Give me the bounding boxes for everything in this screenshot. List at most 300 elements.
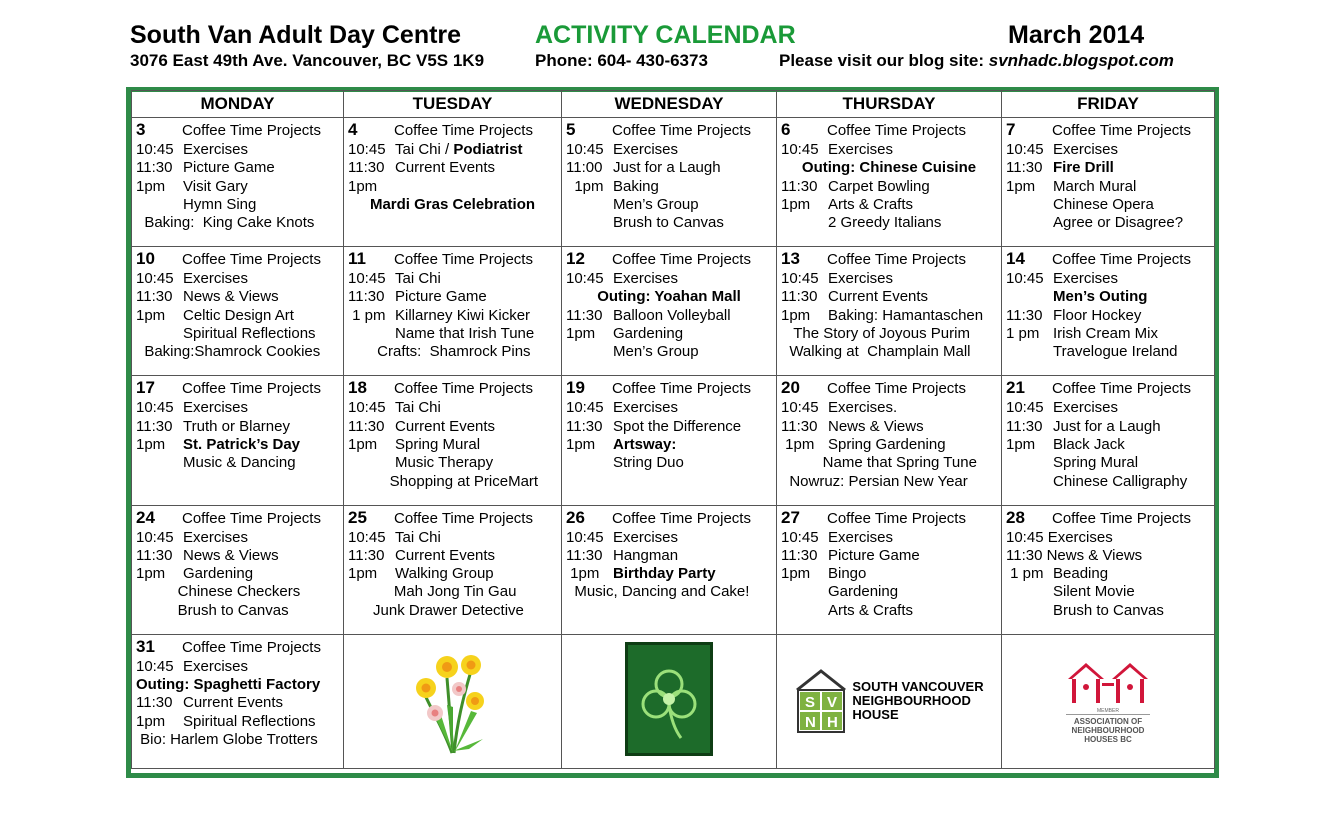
activity-time: 1pm bbox=[136, 435, 166, 453]
day-first-activity: Coffee Time Projects bbox=[827, 122, 966, 139]
day-first-line bbox=[781, 250, 997, 270]
activity-name: Music & Dancing bbox=[183, 454, 296, 472]
activity-line bbox=[136, 694, 339, 712]
address: 3076 East 49th Ave. Vancouver, BC V5S 1K9 bbox=[130, 51, 485, 70]
activity-name: Exercises bbox=[183, 657, 249, 675]
day-number: 11 bbox=[348, 249, 366, 269]
activity-time: 11:00 bbox=[566, 159, 603, 177]
activity-name: Travelogue Ireland bbox=[1053, 343, 1178, 361]
day-number: 18 bbox=[348, 378, 367, 398]
activity-name: Current Events bbox=[395, 417, 496, 435]
day-cell bbox=[1002, 505, 1215, 634]
activity-time: 1pm bbox=[566, 325, 596, 343]
day-first-activity: Coffee Time Projects bbox=[394, 251, 533, 269]
activity-name: Exercises bbox=[183, 528, 249, 546]
activity-text: 11:30 News & Views bbox=[1006, 546, 1143, 564]
day-number: 14 bbox=[1006, 249, 1025, 269]
day-first-line bbox=[566, 379, 772, 399]
activity-name: Just for a Laugh bbox=[1053, 417, 1161, 435]
activity-name: Spot the Difference bbox=[613, 417, 742, 435]
activity-time: 1 pm bbox=[1006, 565, 1044, 583]
activity-line bbox=[781, 196, 997, 214]
activity-line bbox=[566, 214, 772, 232]
activity-time: 10:45 bbox=[781, 528, 819, 546]
activity-line bbox=[136, 436, 339, 454]
activity-name: Current Events bbox=[828, 288, 929, 306]
day-number: 4 bbox=[348, 120, 358, 139]
activity-name: News & Views bbox=[183, 288, 279, 306]
svnh-letter: S bbox=[805, 694, 816, 712]
day-cell bbox=[777, 118, 1002, 247]
day-first-activity: Coffee Time Projects bbox=[612, 251, 751, 269]
activity-time: 11:30 bbox=[566, 417, 603, 435]
weekday-header-row bbox=[132, 91, 1215, 118]
activity-name: Spring Mural bbox=[1053, 454, 1139, 472]
day-first-activity: Coffee Time Projects bbox=[182, 509, 321, 527]
activity-time: 1pm bbox=[136, 306, 166, 324]
week-row-last bbox=[132, 634, 1215, 768]
activity-line bbox=[781, 214, 997, 232]
activity-line bbox=[566, 270, 772, 288]
activity-time: 10:45 bbox=[566, 528, 604, 546]
activity-text: 10:45 Exercises bbox=[1006, 528, 1113, 546]
activity-name: Exercises bbox=[613, 528, 679, 546]
activity-time: 1pm bbox=[781, 306, 811, 324]
activity-line bbox=[136, 307, 339, 325]
activity-line bbox=[781, 343, 997, 361]
activity-time: 10:45 bbox=[566, 141, 604, 158]
activity-line bbox=[781, 399, 997, 417]
day-first-activity: Coffee Time Projects bbox=[182, 638, 321, 656]
activity-name: Picture Game bbox=[828, 546, 920, 564]
day-first-line bbox=[781, 121, 997, 141]
neighbourhood-houses-icon bbox=[1066, 659, 1150, 705]
anhbc-logo bbox=[1002, 659, 1214, 744]
week-row bbox=[132, 505, 1215, 634]
day-number: 5 bbox=[566, 120, 576, 139]
activity-line bbox=[566, 547, 772, 565]
activity-line bbox=[348, 529, 557, 547]
day-cell bbox=[132, 376, 344, 505]
activity-line bbox=[781, 473, 997, 491]
shamrock-cell bbox=[562, 634, 777, 768]
day-number: 28 bbox=[1006, 507, 1025, 527]
activity-line bbox=[781, 141, 997, 159]
activity-time: 1 pm bbox=[348, 306, 386, 324]
week-row bbox=[132, 376, 1215, 505]
activity-name: Picture Game bbox=[183, 159, 275, 177]
activity-line bbox=[1006, 159, 1210, 177]
day-cell bbox=[1002, 376, 1215, 505]
activity-line bbox=[348, 288, 557, 306]
phone: Phone: 604- 430-6373 bbox=[535, 51, 708, 70]
day-first-activity: Coffee Time Projects bbox=[1052, 122, 1191, 139]
activity-line bbox=[1006, 178, 1210, 196]
day-number: 25 bbox=[348, 507, 367, 527]
calendar-title: ACTIVITY CALENDAR bbox=[535, 21, 796, 49]
activity-time: 11:30 bbox=[136, 417, 173, 435]
daffodil-icon bbox=[413, 643, 493, 755]
activity-text: Chinese Checkers bbox=[136, 583, 301, 601]
day-number: 7 bbox=[1006, 120, 1016, 139]
activity-name: Exercises bbox=[1053, 270, 1119, 288]
svnh-name-line3: HOUSE bbox=[852, 707, 899, 723]
activity-name: Arts & Crafts bbox=[828, 601, 914, 619]
blog-url[interactable]: svnhadc.blogspot.com bbox=[988, 51, 1174, 70]
day-cell bbox=[562, 118, 777, 247]
activity-line bbox=[136, 565, 339, 583]
org-name: South Van Adult Day Centre bbox=[130, 21, 462, 49]
activity-name: Baking bbox=[613, 177, 659, 195]
activity-name: Chinese Opera bbox=[1053, 195, 1154, 213]
activity-line bbox=[348, 473, 557, 491]
activity-time: 11:30 bbox=[348, 417, 385, 435]
activity-name: Exercises. bbox=[828, 399, 898, 417]
activity-time: 11:30 bbox=[781, 288, 818, 306]
activity-name: Spiritual Reflections bbox=[183, 712, 316, 730]
activity-time: 10:45 bbox=[136, 270, 174, 288]
activity-time: 11:30 bbox=[1006, 306, 1043, 324]
activity-time: 10:45 bbox=[348, 270, 386, 288]
weekday-header: TUESDAY bbox=[344, 91, 562, 118]
activity-line bbox=[781, 583, 997, 601]
activity-name: Celtic Design Art bbox=[183, 306, 294, 324]
activity-name: Spring Gardening bbox=[828, 435, 946, 453]
day-number: 19 bbox=[566, 378, 585, 398]
activity-line bbox=[348, 159, 557, 177]
svnh-name-line2: NEIGHBOURHOOD bbox=[852, 693, 971, 709]
svnh-logo bbox=[777, 668, 1001, 734]
activity-line bbox=[1006, 602, 1210, 620]
day-number: 6 bbox=[781, 120, 791, 139]
activity-name: St. Patrick’s Day bbox=[183, 435, 301, 453]
activity-time: 11:30 bbox=[136, 546, 173, 564]
activity-name: Artsway: bbox=[613, 435, 677, 453]
day-number: 31 bbox=[136, 636, 155, 656]
day-first-line bbox=[566, 509, 772, 529]
activity-line bbox=[348, 583, 557, 601]
day-first-activity: Coffee Time Projects bbox=[394, 380, 533, 398]
shamrock-icon bbox=[625, 642, 713, 756]
activity-name: Fire Drill bbox=[1053, 159, 1114, 177]
activity-line bbox=[136, 399, 339, 417]
day-first-activity: Coffee Time Projects bbox=[827, 380, 966, 398]
activity-line bbox=[566, 307, 772, 325]
activity-line bbox=[1006, 547, 1210, 565]
activity-text: Baking:Shamrock Cookies bbox=[136, 343, 321, 361]
activity-text: Baking: King Cake Knots bbox=[136, 214, 315, 232]
svnh-letter: V bbox=[827, 694, 838, 712]
activity-line bbox=[1006, 214, 1210, 232]
activity-name: Brush to Canvas bbox=[1053, 601, 1164, 619]
activity-line bbox=[348, 141, 557, 159]
day-first-line bbox=[136, 638, 339, 658]
activity-time: 11:30 bbox=[566, 546, 603, 564]
activity-text: Shopping at PriceMart bbox=[348, 472, 539, 490]
activity-line bbox=[136, 713, 339, 731]
activity-name: Spring Mural bbox=[395, 435, 481, 453]
activity-name: Exercises bbox=[613, 270, 679, 288]
activity-name: Exercises bbox=[828, 270, 894, 288]
activity-time: 1pm bbox=[1006, 435, 1036, 453]
activity-line bbox=[136, 178, 339, 196]
activity-line bbox=[1006, 454, 1210, 472]
activity-name: Current Events bbox=[395, 159, 496, 177]
activity-time: 11:30 bbox=[136, 288, 173, 306]
activity-name: Truth or Blarney bbox=[183, 417, 290, 435]
activity-name: Balloon Volleyball bbox=[613, 306, 731, 324]
activity-line bbox=[1006, 418, 1210, 436]
activity-time: 1pm bbox=[348, 565, 378, 583]
activity-line bbox=[1006, 307, 1210, 325]
activity-text: Crafts: Shamrock Pins bbox=[348, 343, 531, 361]
activity-name: Visit Gary bbox=[183, 177, 248, 195]
day-number: 17 bbox=[136, 378, 155, 398]
day-cell bbox=[132, 118, 344, 247]
day-number: 3 bbox=[136, 120, 146, 139]
day-cell bbox=[562, 376, 777, 505]
activity-line bbox=[781, 288, 997, 306]
activity-text: Brush to Canvas bbox=[136, 601, 289, 619]
activity-line bbox=[348, 325, 557, 343]
day-cell bbox=[344, 376, 562, 505]
activity-time: 11:30 bbox=[136, 694, 173, 712]
activity-line bbox=[348, 178, 557, 196]
activity-line bbox=[1006, 436, 1210, 454]
activity-line bbox=[781, 159, 997, 177]
week-row bbox=[132, 247, 1215, 376]
activity-line bbox=[348, 454, 557, 472]
activity-line bbox=[566, 418, 772, 436]
activity-time: 1pm bbox=[348, 435, 378, 453]
activity-line bbox=[136, 602, 339, 620]
anhbc-member: MEMBER bbox=[1097, 707, 1119, 714]
day-first-activity: Coffee Time Projects bbox=[394, 509, 533, 527]
activity-text: Outing: Spaghetti Factory bbox=[136, 676, 321, 694]
day-first-line bbox=[1006, 121, 1210, 141]
activity-time: 1pm bbox=[781, 565, 811, 583]
activity-line bbox=[781, 454, 997, 472]
activity-time: 10:45 bbox=[136, 399, 174, 417]
activity-line bbox=[136, 270, 339, 288]
activity-name: Men’s Outing bbox=[1053, 288, 1148, 306]
activity-name: Gardening bbox=[828, 583, 899, 601]
day-first-line bbox=[136, 509, 339, 529]
activity-line bbox=[136, 658, 339, 676]
svnh-letter: H bbox=[827, 714, 839, 732]
day-first-activity: Coffee Time Projects bbox=[612, 509, 751, 527]
activity-name: Agree or Disagree? bbox=[1053, 214, 1184, 232]
activity-name: Exercises bbox=[183, 141, 249, 158]
activity-highlight: Podiatrist bbox=[453, 141, 523, 158]
activity-line bbox=[136, 731, 339, 749]
svnh-name-line1: SOUTH VANCOUVER bbox=[852, 679, 984, 695]
activity-line bbox=[348, 602, 557, 620]
activity-line bbox=[781, 529, 997, 547]
activity-time: 10:45 bbox=[566, 270, 604, 288]
weekday-header: FRIDAY bbox=[1002, 91, 1215, 118]
day-first-line bbox=[136, 250, 339, 270]
activity-name: Gardening bbox=[613, 325, 684, 343]
day-number: 24 bbox=[136, 507, 155, 527]
day-number: 27 bbox=[781, 507, 800, 527]
activity-time: 10:45 bbox=[1006, 270, 1044, 288]
day-first-line bbox=[348, 121, 557, 141]
activity-name: Picture Game bbox=[395, 288, 487, 306]
activity-line bbox=[136, 583, 339, 601]
activity-name: Name that Irish Tune bbox=[395, 325, 535, 343]
day-cell bbox=[344, 505, 562, 634]
activity-name: Exercises bbox=[1053, 141, 1119, 158]
activity-line bbox=[566, 343, 772, 361]
day-first-activity: Coffee Time Projects bbox=[1052, 251, 1191, 269]
activity-line bbox=[781, 307, 997, 325]
activity-name: Chinese Calligraphy bbox=[1053, 472, 1188, 490]
day-cell bbox=[777, 247, 1002, 376]
day-cell bbox=[344, 247, 562, 376]
activity-line bbox=[1006, 583, 1210, 601]
calendar-month: March 2014 bbox=[1008, 21, 1145, 49]
activity-line bbox=[136, 159, 339, 177]
activity-time: 1pm bbox=[1006, 177, 1036, 195]
activity-line bbox=[348, 307, 557, 325]
activity-time: 10:45 bbox=[348, 399, 386, 417]
activity-text: Nowruz: Persian New Year bbox=[781, 472, 968, 490]
activity-time: 11:30 bbox=[781, 417, 818, 435]
day-first-line bbox=[781, 509, 997, 529]
activity-name: Irish Cream Mix bbox=[1053, 325, 1159, 343]
activity-line bbox=[1006, 270, 1210, 288]
day-cell bbox=[1002, 247, 1215, 376]
activity-time: 10:45 bbox=[566, 399, 604, 417]
day-first-activity: Coffee Time Projects bbox=[1052, 380, 1191, 398]
activity-line bbox=[136, 529, 339, 547]
day-cell bbox=[132, 634, 344, 768]
activity-name: Exercises bbox=[183, 399, 249, 417]
activity-name: News & Views bbox=[183, 546, 279, 564]
day-number: 10 bbox=[136, 249, 155, 269]
activity-line bbox=[781, 325, 997, 343]
calendar-grid bbox=[131, 90, 1215, 769]
activity-line bbox=[1006, 288, 1210, 306]
activity-name: Bingo bbox=[828, 565, 867, 583]
activity-line bbox=[136, 196, 339, 214]
activity-name: Men’s Group bbox=[613, 343, 699, 361]
day-number: 12 bbox=[566, 249, 585, 269]
activity-name: Tai Chi bbox=[395, 270, 441, 288]
activity-text: Bio: Harlem Globe Trotters bbox=[136, 730, 318, 748]
anhbc-line2: NEIGHBOURHOOD bbox=[1071, 725, 1145, 735]
activity-name: Current Events bbox=[183, 694, 284, 712]
day-first-line bbox=[136, 121, 339, 141]
activity-name: Exercises bbox=[828, 141, 894, 158]
activity-time: 1pm bbox=[348, 177, 378, 195]
day-first-line bbox=[781, 379, 997, 399]
activity-name: Carpet Bowling bbox=[828, 177, 930, 195]
day-cell bbox=[562, 505, 777, 634]
activity-name: Birthday Party bbox=[613, 565, 716, 583]
activity-time: 1pm bbox=[781, 435, 815, 453]
day-number: 20 bbox=[781, 378, 800, 398]
day-first-activity: Coffee Time Projects bbox=[182, 380, 321, 398]
daffodil-cell bbox=[344, 634, 562, 768]
activity-line bbox=[781, 418, 997, 436]
activity-centered: Outing: Yoahan Mall bbox=[597, 288, 741, 306]
activity-time: 1pm bbox=[136, 177, 166, 195]
activity-line bbox=[1006, 196, 1210, 214]
activity-line bbox=[136, 547, 339, 565]
svnh-letter: N bbox=[805, 714, 817, 732]
activity-time: 10:45 bbox=[348, 528, 386, 546]
activity-time: 10:45 bbox=[136, 657, 174, 675]
activity-text: Junk Drawer Detective bbox=[348, 601, 524, 619]
day-first-line bbox=[348, 379, 557, 399]
activity-name: Silent Movie bbox=[1053, 583, 1135, 601]
activity-name: Walking Group bbox=[395, 565, 494, 583]
activity-name: Beading bbox=[1053, 565, 1109, 583]
blog-line bbox=[779, 51, 1174, 71]
day-first-line bbox=[348, 250, 557, 270]
activity-time: 10:45 bbox=[136, 141, 174, 158]
day-first-activity: Coffee Time Projects bbox=[612, 122, 751, 139]
activity-time: 10:45 bbox=[781, 141, 819, 158]
activity-time: 11:30 bbox=[781, 177, 818, 195]
activity-name: Black Jack bbox=[1053, 435, 1125, 453]
activity-line bbox=[348, 270, 557, 288]
activity-name: Gardening bbox=[183, 565, 254, 583]
activity-line bbox=[348, 418, 557, 436]
activity-line bbox=[136, 141, 339, 159]
blog-label: Please visit our blog site: bbox=[779, 51, 985, 70]
day-cell bbox=[1002, 118, 1215, 247]
day-first-line bbox=[1006, 250, 1210, 270]
activity-time: 10:45 bbox=[1006, 399, 1044, 417]
activity-line bbox=[1006, 325, 1210, 343]
activity-line bbox=[566, 583, 772, 601]
activity-line bbox=[781, 178, 997, 196]
activity-text: The Story of Joyous Purim bbox=[781, 325, 970, 343]
activity-name: Men’s Group bbox=[613, 195, 699, 213]
activity-line bbox=[566, 399, 772, 417]
activity-line bbox=[566, 529, 772, 547]
weekday-header: THURSDAY bbox=[777, 91, 1002, 118]
activity-time: 1pm bbox=[566, 435, 596, 453]
activity-time: 11:30 bbox=[1006, 159, 1043, 177]
activity-time: 11:30 bbox=[136, 159, 173, 177]
activity-line bbox=[781, 270, 997, 288]
activity-name: Baking: Hamantaschen bbox=[828, 306, 984, 324]
activity-time: 11:30 bbox=[781, 546, 818, 564]
activity-name: Floor Hockey bbox=[1053, 306, 1142, 324]
day-cell bbox=[777, 505, 1002, 634]
activity-centered: Outing: Chinese Cuisine bbox=[801, 159, 977, 177]
activity-name: 2 Greedy Italians bbox=[828, 214, 942, 232]
week-row bbox=[132, 118, 1215, 247]
day-first-line bbox=[348, 509, 557, 529]
activity-line bbox=[136, 214, 339, 232]
activity-name: March Mural bbox=[1053, 177, 1137, 195]
svnh-logo-cell bbox=[777, 634, 1002, 768]
activity-name: Tai Chi bbox=[395, 399, 441, 417]
activity-name: Hymn Sing bbox=[183, 195, 257, 213]
activity-line bbox=[348, 399, 557, 417]
anhbc-logo-cell bbox=[1002, 634, 1215, 768]
activity-text: Walking at Champlain Mall bbox=[781, 343, 971, 361]
activity-line bbox=[566, 454, 772, 472]
weekday-header: WEDNESDAY bbox=[562, 91, 777, 118]
activity-time: 1pm bbox=[136, 565, 166, 583]
activity-centered: Mardi Gras Celebration bbox=[369, 195, 536, 213]
